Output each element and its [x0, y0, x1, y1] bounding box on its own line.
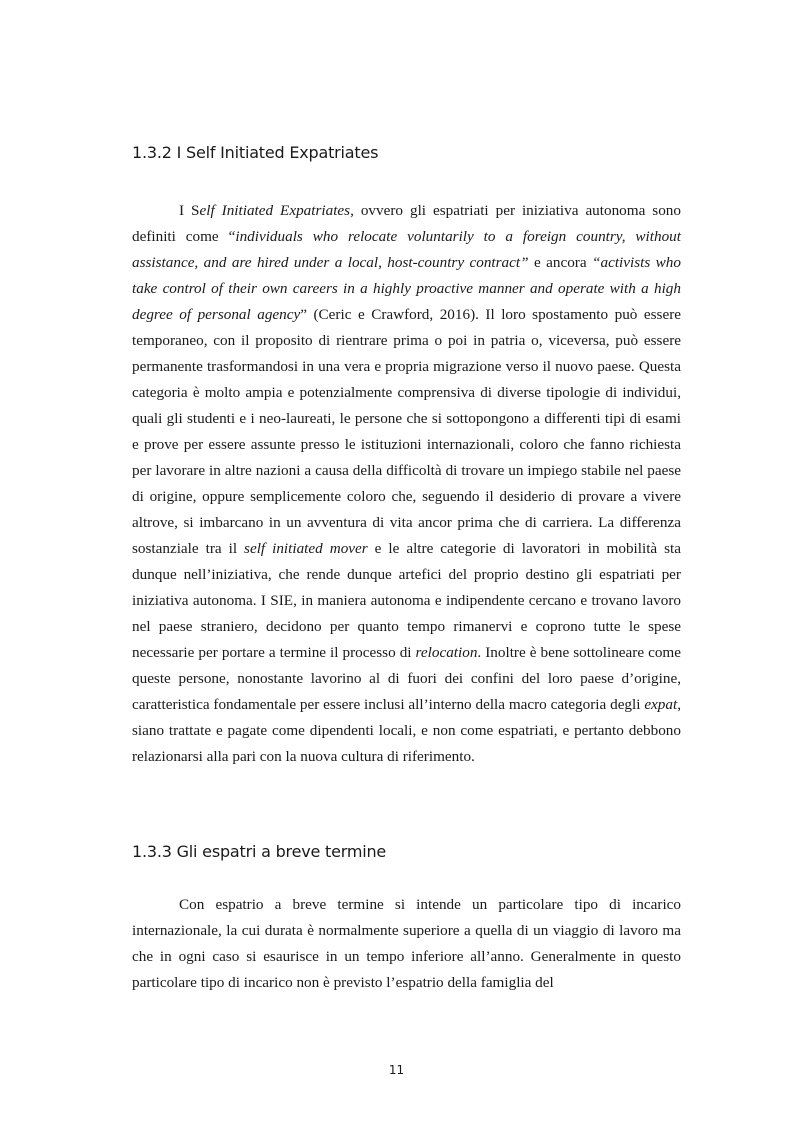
section-heading-short-term-assignments: 1.3.3 Gli espatri a breve termine [132, 842, 387, 861]
text-run: e ancora [528, 254, 593, 271]
text-run-italic: expat [644, 696, 678, 713]
section-heading-self-initiated-expatriates: 1.3.2 I Self Initiated Expatriates [132, 143, 379, 162]
text-run: ” (Ceric e Crawford, 2016). Il loro spostamento può essere temporaneo, con il proposito di rientrare prima o poi in patria o, viceversa, può essere permanente trasformandosi in una vera e propria migrazione verso il nuovo paese. Questa categoria è molto ampia e potenzialmente comprensiva di diverse tipologie di individui, quali gli studenti e i neo-laureati, le persone che si sottopongono a differenti tipi di esami e prove per essere assunte presso le istituzioni internazionali, coloro che fanno richiesta per lavorare in altre nazioni a causa della difficoltà di trovare un impiego stabile nel paese di origine, oppure semplicemente coloro che, seguendo il desiderio di provare a vivere altrove, si imbarcano in un avventura di vita ancor prima che di carriera. La differenza sostanziale tra il [132, 306, 681, 557]
section-paragraph-self-initiated-expatriates [132, 198, 681, 770]
text-run: ovvero gli espatriati per iniziativa autonoma sono definiti come “ [132, 202, 681, 245]
text-run-italic: relocation [415, 644, 478, 661]
text-run: e le altre categorie di lavoratori in mobilità sta dunque nell’iniziativa, che rende dunque artefici del proprio destino gli espatriati per iniziativa autonoma. I SIE, in maniera autonoma e indipendente cercano e trovano lavoro nel paese straniero, decidono per quanto tempo rimanervi e coprono tutte le spese necessarie per portare a termine il processo di [132, 540, 682, 661]
section-paragraph-short-term-assignments: Con espatrio a breve termine si intende un particolare tipo di incarico internazionale, la cui durata è normalmente superiore a quella di un viaggio di lavoro ma che in ogni caso si esaurisce in un tempo inferiore all’anno. Generalmente in questo particolare tipo di incarico non è previsto l’espatrio della famiglia del [132, 896, 681, 991]
text-run-italic: elf Initiated Expatriates, [199, 202, 354, 219]
text-run: , siano trattate e pagate come dipendenti locali, e non come espatriati, e pertanto debbono relazionarsi alla pari con la nuova cultura di riferimento. [132, 696, 681, 765]
text-run-italic: “activists who take control of their own careers in a highly proactive manner and operate with a high degree of personal agency [132, 254, 681, 323]
text-run: I S [179, 202, 200, 219]
text-run-italic: individuals who relocate voluntarily to a foreign country, without assistance, and are hired under a local, host-country contract” [132, 228, 681, 271]
text-run: . Inoltre è bene sottolineare come queste persone, nonostante lavorino al di fuori dei confini del loro paese d’origine, caratteristica fondamentale per essere inclusi all’interno della macro categoria degli [132, 644, 681, 713]
text-run-italic: self initiated mover [244, 540, 368, 557]
page-number: 11 [388, 1063, 405, 1077]
